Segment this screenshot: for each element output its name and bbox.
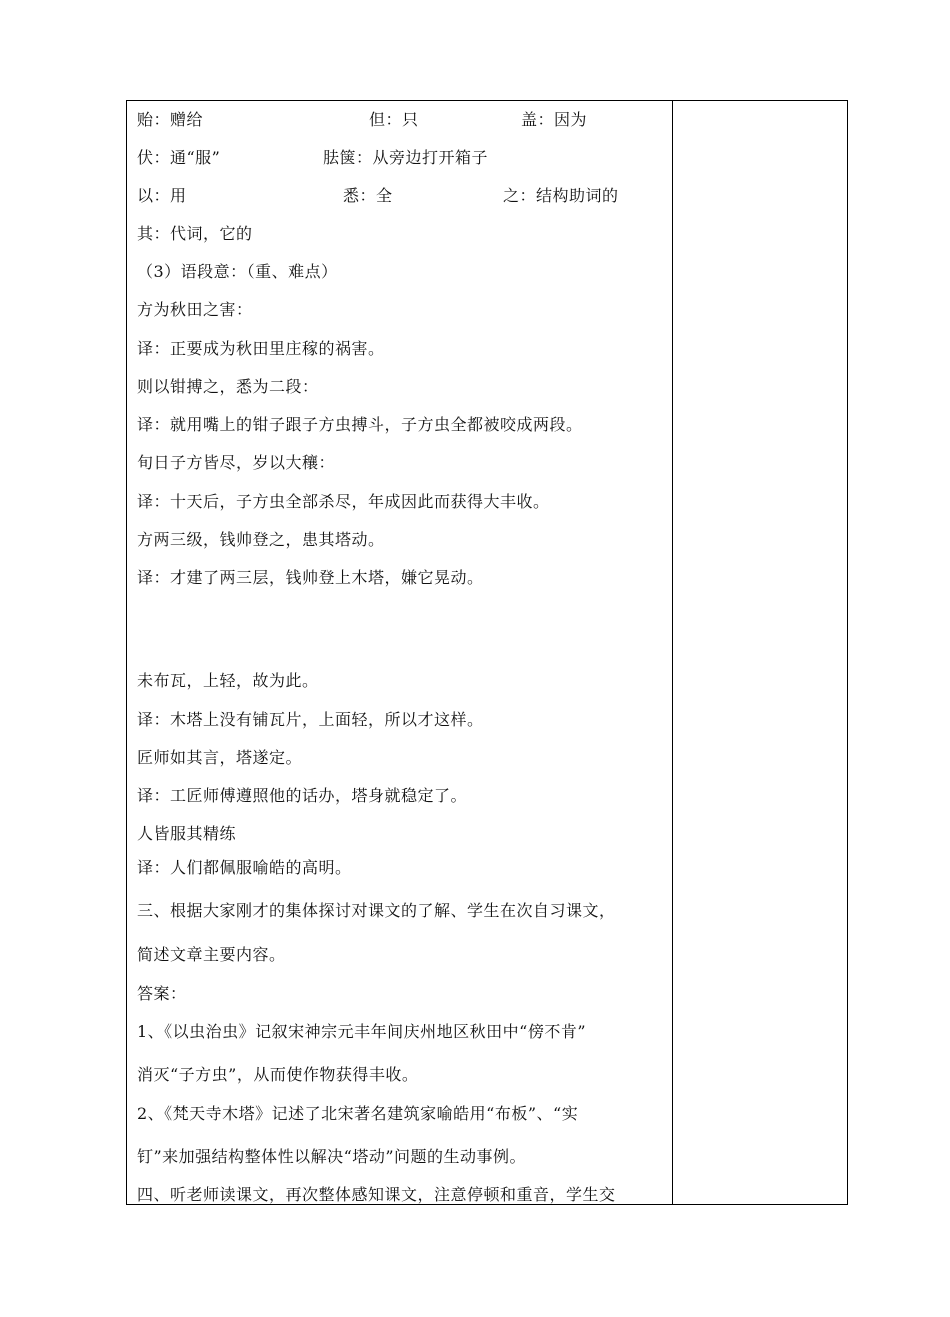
answer-label: 答案： [137, 984, 187, 1003]
translation-line: 译：才建了两三层，钱帅登上木塔，嫌它晃动。 [137, 568, 484, 587]
lesson-table [126, 100, 848, 1205]
gloss-1: 贻：赠给 [137, 110, 204, 129]
gloss-7: 悉：全 [343, 186, 393, 205]
translation-line: 译：工匠师傅遵照他的话办，塔身就稳定了。 [137, 786, 468, 805]
translation-line: 译：十天后，子方虫全部杀尽，年成因此而获得大丰收。 [137, 492, 550, 511]
translation-line: 译：正要成为秋田里庄稼的祸害。 [137, 339, 385, 358]
task-line: 三、根据大家刚才的集体探讨对课文的了解、学生在次自习课文， [137, 901, 616, 920]
task-line: 四、听老师读课文，再次整体感知课文，注意停顿和重音，学生交 [137, 1185, 616, 1204]
translation-line: 译：就用嘴上的钳子跟子方虫搏斗，子方虫全都被咬成两段。 [137, 415, 583, 434]
answer-line: 消灭“子方虫”，从而使作物获得丰收。 [137, 1065, 419, 1084]
gloss-4: 伏：通“服” [137, 148, 221, 167]
text-line: 其：代词，它的 [137, 224, 253, 243]
text-line: 方两三级，钱帅登之，患其塔动。 [137, 530, 385, 549]
gloss-2: 但：只 [369, 110, 419, 129]
answer-line: 1、《以虫治虫》记叙宋神宗元丰年间庆州地区秋田中“傍不肯” [137, 1022, 587, 1041]
task-line: 简述文章主要内容。 [137, 945, 286, 964]
text-line: 未布瓦，上轻，故为此。 [137, 671, 319, 690]
gloss-3: 盖：因为 [521, 110, 588, 129]
text-line: 则以钳搏之，悉为二段： [137, 377, 319, 396]
answer-line: 钉”来加强结构整体性以解决“塔动”问题的生动事例。 [137, 1147, 527, 1166]
text-line: 匠师如其言，塔遂定。 [137, 748, 303, 767]
text-line: 人皆服其精练 [137, 824, 237, 843]
text-line: 旬日子方皆尽，岁以大穰： [137, 453, 336, 472]
translation-line: 译：人们都佩服喻皓的高明。 [137, 858, 352, 877]
gloss-8: 之：结构助词的 [503, 186, 619, 205]
text-line: 方为秋田之害： [137, 300, 253, 319]
gloss-5: 胠箧：从旁边打开箱子 [323, 148, 489, 167]
section-heading: （3）语段意：（重、难点） [137, 262, 338, 281]
column-divider [672, 101, 673, 1204]
answer-line: 2、《梵天寺木塔》记述了北宋著名建筑家喻皓用“布板”、“实 [137, 1104, 579, 1123]
gloss-6: 以：用 [137, 186, 187, 205]
translation-line: 译：木塔上没有铺瓦片，上面轻，所以才这样。 [137, 710, 484, 729]
